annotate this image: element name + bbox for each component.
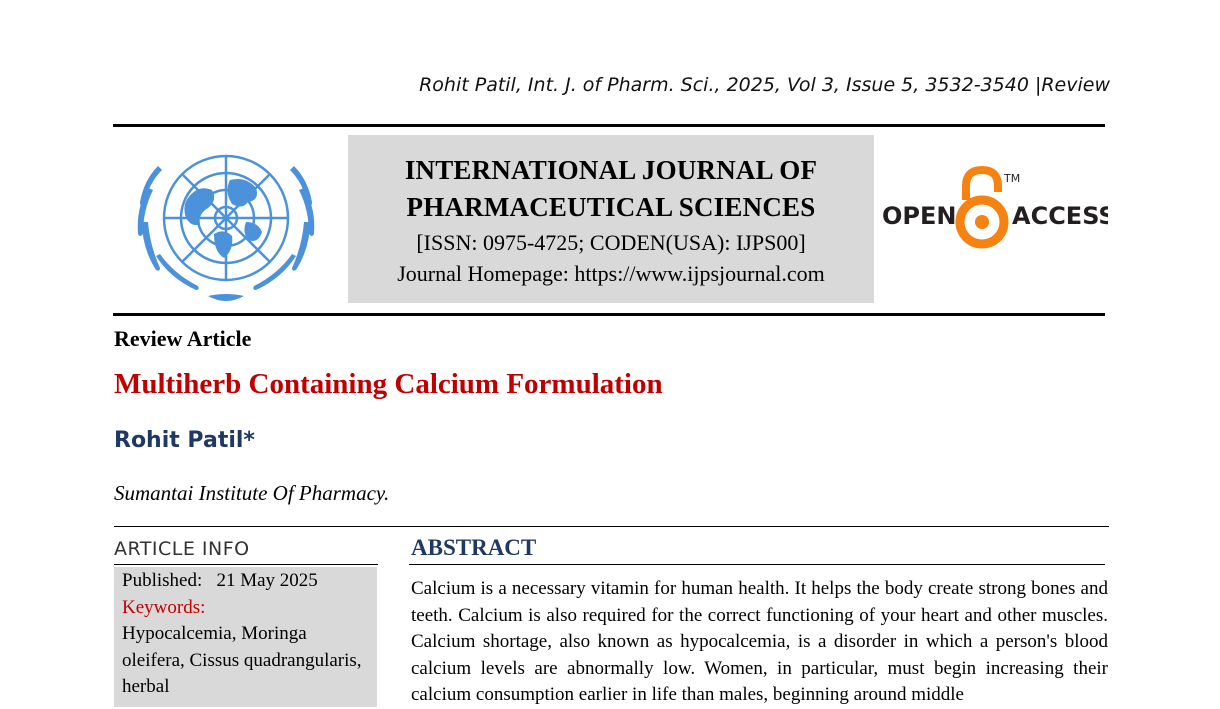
article-title: Multiherb Containing Calcium Formulation [114, 368, 663, 400]
un-emblem-icon [128, 138, 324, 306]
published-label: Published: [122, 570, 203, 591]
abstract-heading: ABSTRACT [411, 535, 537, 560]
keywords-list: Hypocalcemia, Moringa oleifera, Cissus quadrangularis, herbal [122, 623, 362, 697]
running-head: Rohit Patil, Int. J. of Pharm. Sci., 2025, Vol 3, Issue 5, 3532-3540 |Review [419, 74, 1110, 96]
abstract-rule [409, 564, 1105, 565]
article-info-box [114, 567, 377, 707]
published-date: 21 May 2025 [216, 570, 318, 591]
open-word: OPEN [882, 202, 957, 230]
article-info-heading: ARTICLE INFO [114, 538, 250, 560]
journal-title [348, 152, 874, 226]
access-word: ACCESS [1012, 202, 1108, 230]
journal-title-line-2: PHARMACEUTICAL SCIENCES [406, 192, 816, 222]
article-type: Review Article [114, 326, 252, 351]
keywords-label: Keywords: [122, 596, 206, 618]
author-name: Rohit Patil* [114, 428, 255, 453]
published-row [122, 568, 369, 595]
header-top-rule [113, 124, 1105, 127]
article-info-rule [114, 564, 378, 565]
journal-title-line-1: INTERNATIONAL JOURNAL OF [404, 155, 818, 185]
section-divider [114, 526, 1109, 527]
open-access-logo [880, 166, 1108, 254]
journal-homepage[interactable]: Journal Homepage: https://www.ijpsjournal.com [397, 261, 825, 286]
trademark-mark: TM [1004, 172, 1021, 185]
abstract-text: Calcium is a necessary vitamin for human health. It helps the body create strong bones and teeth. Calcium is also required for the correct functioning of your heart and other muscles. Calcium shortage, also known as hypocalcemia, is a disorder in which a person's blood calcium levels are abnormally low. Women, in particular, must begin increasing their calcium consumption earlier in life than males, beginning around middle [411, 578, 1108, 705]
journal-banner [348, 135, 874, 303]
header-bottom-rule [113, 313, 1105, 316]
journal-issn: [ISSN: 0975-4725; CODEN(USA): IJPS00] [416, 230, 806, 255]
author-affiliation: Sumantai Institute Of Pharmacy. [114, 481, 390, 505]
